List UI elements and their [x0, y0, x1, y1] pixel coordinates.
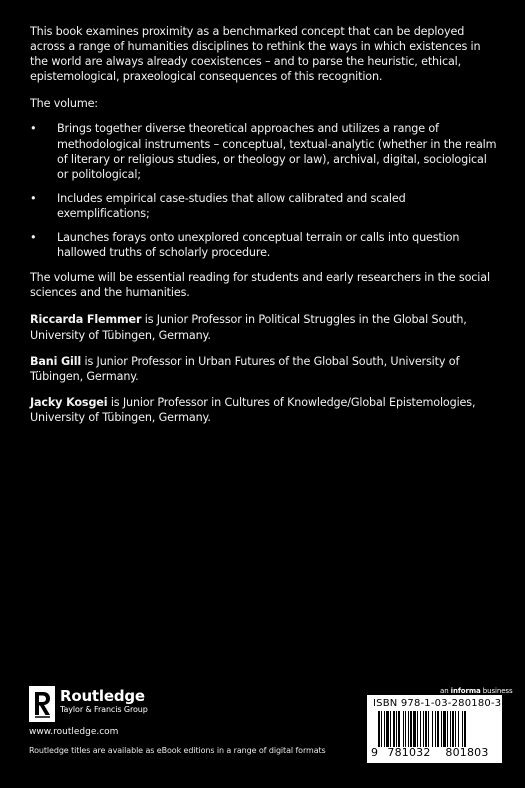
editor-description: is Junior Professor in Cultures of Knowledge/Global Epistemologies, University of Tübingen, Germany.: [30, 395, 476, 424]
publisher-name: Routledge: [60, 687, 145, 705]
list-item-text: Includes empirical case-studies that allow calibrated and scaled exemplifications;: [57, 191, 406, 220]
intro-paragraph: This book examines proximity as a benchmarked concept that can be deployed across a range of humanities disciplines to rethink the ways in which existences in the world are always already coexistences – and to parse the heuristic, ethical, epistemological, praxeological consequences of this recognition.: [30, 25, 481, 84]
editor-bio: [30, 395, 500, 425]
editor-name: Riccarda Flemmer: [30, 313, 142, 327]
barcode-digit-group: 801803: [445, 746, 489, 759]
editor-name: Jacky Kosgei: [30, 395, 108, 409]
audience-paragraph: The volume will be essential reading for students and early researchers in the social sciences and the humanities.: [30, 271, 490, 300]
bullet-icon: •: [30, 231, 37, 245]
volume-lead: The volume:: [30, 97, 98, 111]
editor-description: is Junior Professor in Political Struggles in the Global South, University of Tübingen, Germany.: [30, 313, 467, 342]
barcode-digit-lead: 9: [371, 746, 379, 759]
routledge-r-logo-icon: [29, 686, 55, 722]
barcode-icon: [378, 711, 494, 747]
back-cover-text: [30, 24, 500, 436]
list-item-text: Launches forays onto unexplored conceptual terrain or calls into question hallowed truths of scholarly procedure.: [57, 231, 460, 260]
editor-bio: [30, 312, 500, 342]
editor-name: Bani Gill: [30, 354, 82, 368]
informa-tagline: an informa business: [440, 687, 513, 695]
publisher-website[interactable]: www.routledge.com: [29, 727, 119, 737]
bullet-icon: •: [30, 122, 37, 136]
list-item-text: Brings together diverse theoretical approaches and utilizes a range of methodological instruments – conceptual, textual-analytic (whether in the realm of literary or religious studies, or theology or law), archival, digital, sociological or politological;: [57, 122, 497, 181]
list-item: [30, 191, 500, 221]
informa-brand: informa: [450, 687, 481, 695]
barcode-panel: [367, 695, 502, 763]
publisher-group: Taylor & Francis Group: [60, 705, 148, 714]
isbn-label: ISBN 978-1-03-280180-3: [373, 698, 502, 709]
publisher-block: [29, 686, 148, 737]
editor-bio: [30, 354, 500, 384]
editor-description: is Junior Professor in Urban Futures of the Global South, University of Tübingen, Germany.: [30, 354, 460, 383]
feature-list: [30, 121, 500, 260]
barcode-digits: [371, 746, 499, 759]
list-item: [30, 230, 500, 260]
bullet-icon: •: [30, 191, 37, 205]
list-item: [30, 121, 500, 181]
barcode-digit-group: 781032: [387, 746, 431, 759]
ebook-note: Routledge titles are available as eBook editions in a range of digital formats: [29, 746, 326, 755]
